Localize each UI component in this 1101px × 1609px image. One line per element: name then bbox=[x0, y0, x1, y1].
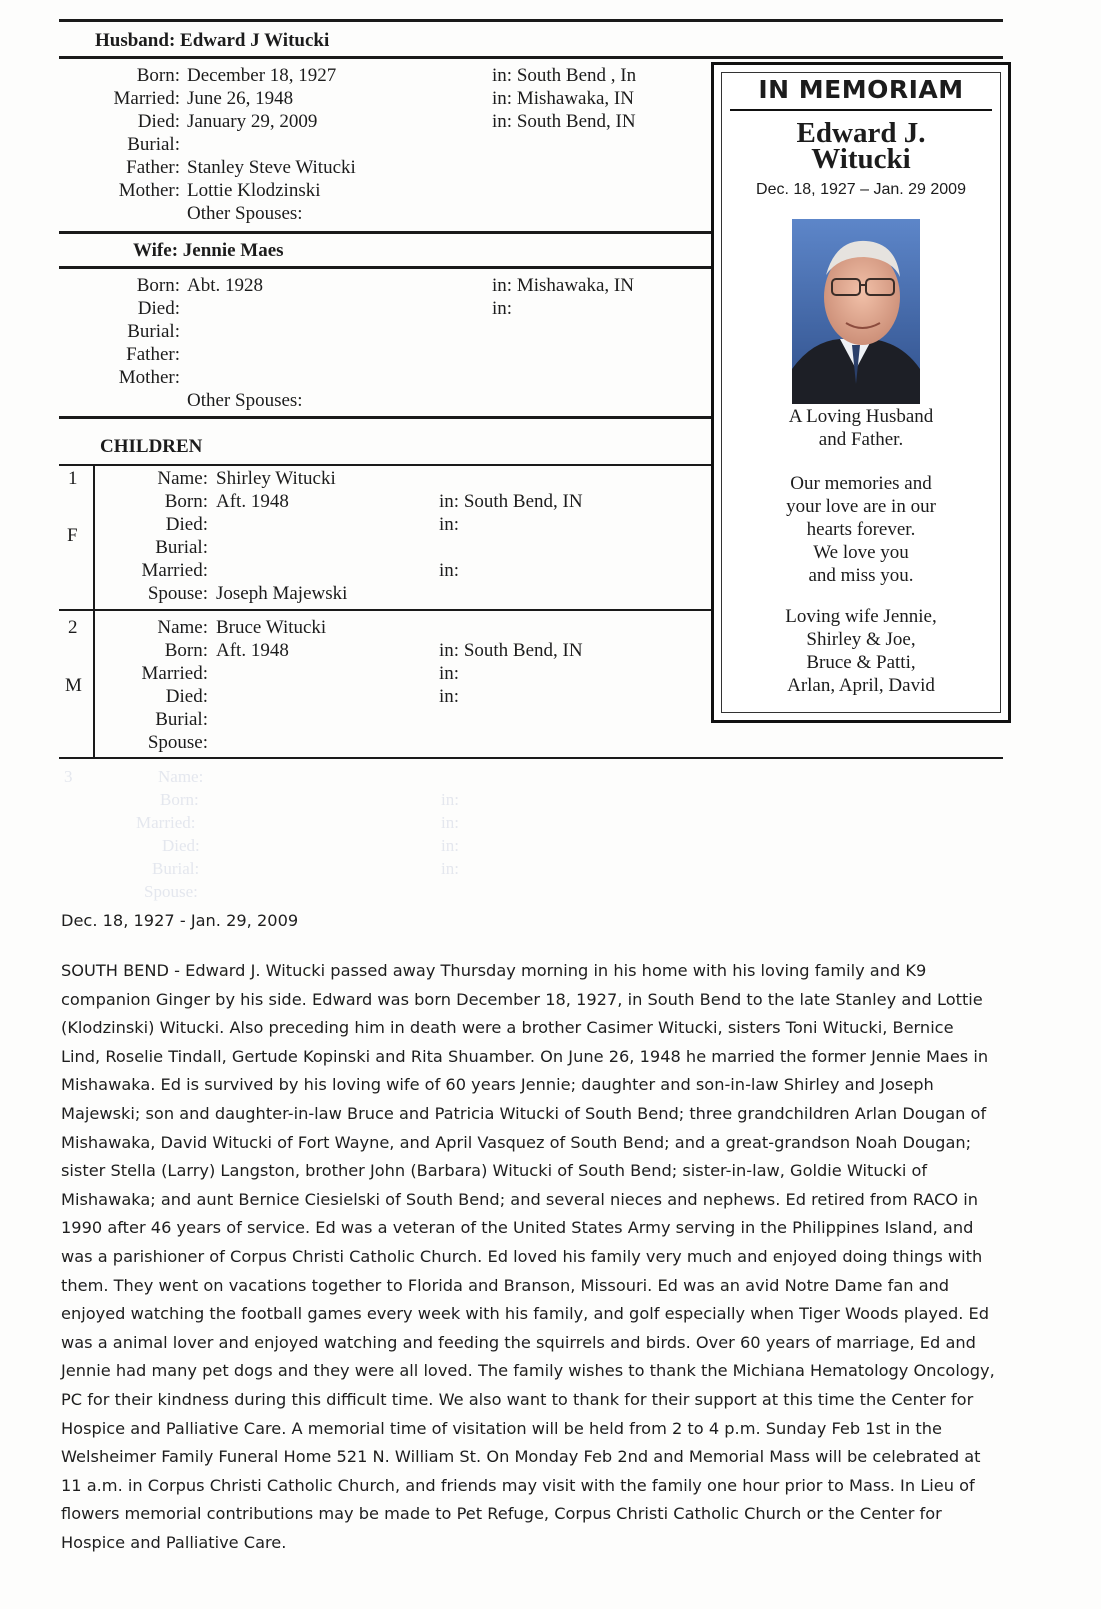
memoriam-verse bbox=[714, 472, 1008, 587]
child-name-value: Shirley Witucki bbox=[216, 468, 336, 489]
ghost-label: Born: bbox=[160, 790, 199, 809]
obituary-body bbox=[61, 957, 1051, 1557]
obituary-line: companion Ginger by his side. Edward was born December 18, 1927, in South Bend to the late Stanley and Lottie bbox=[61, 989, 983, 1009]
top-rule bbox=[59, 19, 1003, 22]
husband-burial-label: Burial: bbox=[127, 134, 180, 155]
child-died-place: in: bbox=[439, 514, 460, 535]
husband-header-name: Edward J Witucki bbox=[180, 30, 330, 51]
child-married-place: in: bbox=[439, 663, 460, 684]
memoriam-family-line: Arlan, April, David bbox=[787, 675, 935, 696]
wife-born-place: in: Mishawaka, IN bbox=[492, 275, 634, 296]
wife-born-value: Abt. 1928 bbox=[187, 275, 263, 296]
wife-died-label: Died: bbox=[137, 298, 180, 319]
children-bottom-rule bbox=[59, 757, 1003, 759]
child-number: 2 bbox=[68, 617, 78, 638]
ghost-in: in: bbox=[441, 813, 459, 832]
husband-mother-value: Lottie Klodzinski bbox=[187, 180, 321, 201]
husband-died-label: Died: bbox=[137, 111, 180, 132]
memoriam-family-line: Bruce & Patti, bbox=[806, 652, 916, 673]
children-header-rule bbox=[59, 464, 711, 466]
wife-header bbox=[133, 240, 284, 262]
husband-father-label: Father: bbox=[126, 157, 180, 178]
child-married-place: in: bbox=[439, 560, 460, 581]
obituary-line: was a animal lover and enjoyed watching and feeding the squirrels and birds. Over 60 years of marriage, Ed and bbox=[61, 1332, 976, 1352]
obituary-line: 11 a.m. in Corpus Christi Catholic Church, and friends may visit with the family one hour prior to Mass. In Lieu of bbox=[61, 1475, 975, 1495]
memoriam-caption-line1: A Loving Husband bbox=[788, 406, 934, 427]
child-born-place: in: South Bend, IN bbox=[439, 491, 583, 512]
child-born-label: Born: bbox=[164, 491, 208, 512]
child-name-label: Name: bbox=[157, 617, 208, 638]
child-spouse-value: Joseph Majewski bbox=[216, 583, 348, 604]
ghost-label: Burial: bbox=[152, 859, 200, 878]
memoriam-name-line1: Edward J. bbox=[796, 117, 926, 149]
memoriam-portrait bbox=[792, 219, 920, 404]
memoriam-caption bbox=[714, 405, 1008, 451]
obituary-line: Mishawaka; and aunt Bernice Ciesielski of South Bend; and several nieces and nephews. Ed retired from RACO in bbox=[61, 1189, 979, 1209]
ghost-label: Spouse: bbox=[144, 882, 198, 901]
memoriam-family-line: Shirley & Joe, bbox=[806, 629, 916, 650]
ghost-label: Married: bbox=[136, 813, 196, 832]
wife-header-name: Jennie Maes bbox=[182, 240, 284, 261]
obituary-dates: Dec. 18, 1927 - Jan. 29, 2009 bbox=[61, 911, 299, 930]
child-number: 1 bbox=[68, 468, 78, 489]
wife-burial-label: Burial: bbox=[127, 321, 180, 342]
memoriam-family bbox=[714, 605, 1008, 697]
child-name-label: Name: bbox=[157, 468, 208, 489]
husband-died-place: in: South Bend, IN bbox=[492, 111, 636, 132]
memoriam-caption-line2: and Father. bbox=[818, 429, 904, 450]
memoriam-verse-line: hearts forever. bbox=[806, 519, 916, 540]
memoriam-verse-line: We love you bbox=[813, 542, 909, 563]
child-married-label: Married: bbox=[141, 560, 208, 581]
memoriam-title: IN MEMORIAM bbox=[758, 75, 964, 104]
husband-header-rule bbox=[59, 56, 1003, 59]
memoriam-verse-line: your love are in our bbox=[786, 496, 936, 517]
obituary-line: PC for their kindness during this difficult time. We also want to thank for their support at this time the Center for bbox=[61, 1389, 974, 1409]
ghost-label: Died: bbox=[162, 836, 200, 855]
husband-married-place: in: Mishawaka, IN bbox=[492, 88, 634, 109]
memoriam-family-line: Loving wife Jennie, bbox=[785, 606, 937, 627]
ghost-in: in: bbox=[441, 790, 459, 809]
memoriam-name-line2: Witucki bbox=[811, 143, 911, 175]
ghost-number: 3 bbox=[64, 767, 73, 786]
husband-header-label: Husband: bbox=[95, 30, 176, 51]
child-burial-label: Burial: bbox=[155, 537, 208, 558]
husband-born-place: in: South Bend , In bbox=[492, 65, 637, 86]
memoriam-verse-line: Our memories and bbox=[790, 473, 932, 494]
child-died-place: in: bbox=[439, 686, 460, 707]
husband-born-value: December 18, 1927 bbox=[187, 65, 337, 86]
obituary-line: flowers memorial contributions may be made to Pet Refuge, Corpus Christi Catholic Church or the Center for bbox=[61, 1504, 942, 1524]
child-sex: F bbox=[67, 525, 78, 546]
portrait-image bbox=[792, 219, 920, 404]
obituary-line: (Klodzinski) Witucki. Also preceding him in death were a brother Casimer Witucki, sisters Toni Witucki, Bernice bbox=[61, 1018, 954, 1038]
husband-married-value: June 26, 1948 bbox=[187, 88, 294, 109]
children-header: CHILDREN bbox=[100, 436, 203, 457]
wife-died-place: in: bbox=[492, 298, 513, 319]
wife-father-label: Father: bbox=[126, 344, 180, 365]
wife-other-spouses: Other Spouses: bbox=[187, 390, 303, 411]
husband-married-label: Married: bbox=[113, 88, 180, 109]
wife-bottom-rule bbox=[59, 416, 711, 419]
child-sex: M bbox=[65, 675, 82, 696]
memoriam-title-underline bbox=[730, 109, 992, 111]
child-spouse-label: Spouse: bbox=[147, 583, 208, 604]
ghost-in: in: bbox=[441, 859, 459, 878]
obituary-line: Mishawaka. Ed is survived by his loving wife of 60 years Jennie; daughter and son-in-law Shirley and Joseph bbox=[61, 1075, 934, 1095]
wife-header-rule bbox=[59, 266, 711, 269]
obituary-line: Welsheimer Family Funeral Home 521 N. William St. On Monday Feb 2nd and Memorial Mass will be celebrated at bbox=[61, 1447, 981, 1467]
obituary-line: SOUTH BEND - Edward J. Witucki passed away Thursday morning in his home with his loving family and K9 bbox=[61, 961, 927, 980]
husband-born-label: Born: bbox=[136, 65, 180, 86]
obituary-line: Lind, Roselie Tindall, Gertude Kopinski and Rita Shuamber. On June 26, 1948 he married the former Jennie Maes in bbox=[61, 1046, 989, 1066]
obituary-line: Jennie had many pet dogs and they were all loved. The family wishes to thank the Michiana Hematology Oncology, bbox=[61, 1361, 995, 1381]
obituary-line: enjoyed watching the football games every week with his family, and golf especially when Tiger Woods played. Ed bbox=[61, 1304, 990, 1324]
obituary-line: Mishawaka, David Witucki of Fort Wayne, and April Vasquez of South Bend; and a great-grandson Noah Dougan; bbox=[61, 1132, 972, 1152]
child-born-value: Aft. 1948 bbox=[216, 640, 289, 661]
husband-header bbox=[95, 30, 329, 52]
memoriam-dates: Dec. 18, 1927 – Jan. 29 2009 bbox=[756, 181, 966, 198]
obituary-line: them. They went on vacations together to Florida and Branson, Missouri. Ed was an avid Notre Dame fan and bbox=[61, 1275, 950, 1295]
ghost-label: Name: bbox=[158, 767, 204, 786]
child-born-label: Born: bbox=[164, 640, 208, 661]
husband-bottom-rule bbox=[59, 231, 711, 234]
child-born-value: Aft. 1948 bbox=[216, 491, 289, 512]
child-died-label: Died: bbox=[165, 686, 208, 707]
child-name-value: Bruce Witucki bbox=[216, 617, 327, 638]
child-divider bbox=[59, 609, 711, 611]
memoriam-verse-line: and miss you. bbox=[808, 565, 914, 586]
obituary-line: 1990 after 46 years of service. Ed was a veteran of the United States Army serving in the Philippines Island, and bbox=[61, 1218, 974, 1238]
husband-mother-label: Mother: bbox=[118, 180, 180, 201]
memoriam-card bbox=[711, 62, 1011, 723]
obituary-line: Hospice and Palliative Care. bbox=[61, 1532, 287, 1552]
obituary-line: Hospice and Palliative Care. A memorial time of visitation will be held from 2 to 4 p.m. Sunday Feb 1st in the bbox=[61, 1418, 942, 1438]
wife-born-label: Born: bbox=[136, 275, 180, 296]
child-burial-label: Burial: bbox=[155, 709, 208, 730]
husband-father-value: Stanley Steve Witucki bbox=[187, 157, 356, 178]
obituary-line: was a parishioner of Corpus Christi Catholic Church. Ed loved his family very much and enjoyed doing things with bbox=[61, 1246, 983, 1266]
child-married-label: Married: bbox=[141, 663, 208, 684]
husband-died-value: January 29, 2009 bbox=[187, 111, 318, 132]
wife-header-label: Wife: bbox=[133, 240, 179, 261]
child-born-place: in: South Bend, IN bbox=[439, 640, 583, 661]
obituary-line: Majewski; son and daughter-in-law Bruce and Patricia Witucki of South Bend; three grandchildren Arlan Dougan of bbox=[61, 1103, 987, 1123]
obituary-line: sister Stella (Larry) Langston, brother John (Barbara) Witucki of South Bend; sister-in-law, Goldie Witucki of bbox=[61, 1161, 928, 1181]
child-died-label: Died: bbox=[165, 514, 208, 535]
ghost-in: in: bbox=[441, 836, 459, 855]
child-spouse-label: Spouse: bbox=[147, 732, 208, 753]
wife-mother-label: Mother: bbox=[118, 367, 180, 388]
husband-other-spouses: Other Spouses: bbox=[187, 203, 303, 224]
